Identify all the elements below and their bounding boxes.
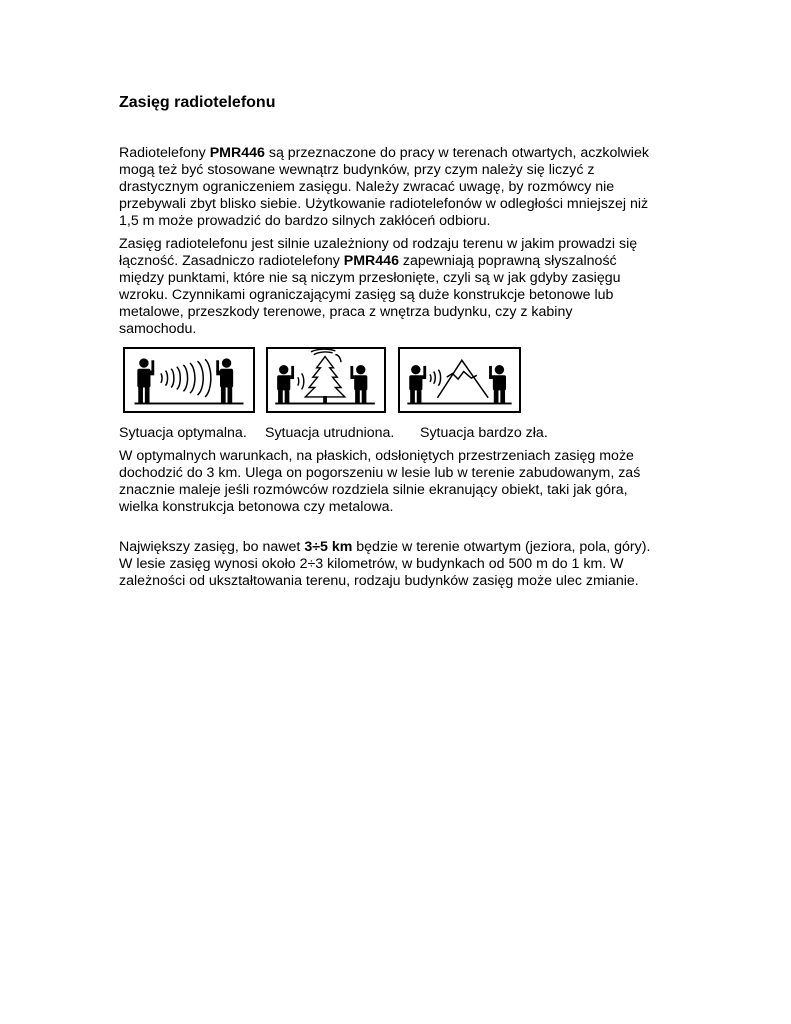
- paragraph-line: przebywali zbyt blisko siebie. Użytkowanie radiotelefonów w odległości mniejszej niż: [119, 196, 649, 212]
- paragraph-intro: [119, 145, 679, 230]
- paragraph-line: metalowe, przeszkody terenowe, praca z wnętrza budynku, czy z kabiny: [119, 304, 573, 320]
- range-value-bold: 3÷5 km: [304, 539, 353, 555]
- paragraph-line: [119, 539, 679, 556]
- two-people-tree-obstacle-icon: [268, 349, 384, 411]
- text-run: Radiotelefony: [119, 145, 210, 161]
- paragraph-line: 1,5 m może prowadzić do bardzo silnych zakłóceń odbioru.: [119, 213, 491, 229]
- model-name-bold: PMR446: [343, 253, 399, 269]
- text-run: Największy zasięg, bo nawet: [119, 539, 305, 555]
- figure-difficult: [266, 347, 386, 413]
- paragraph-line: wzroku. Czynnikami ograniczającymi zasięg są duże konstrukcje betonowe lub: [119, 287, 614, 303]
- paragraph-line: [119, 145, 679, 162]
- figure-optimal: [123, 347, 255, 413]
- paragraph-line: samochodu.: [119, 321, 197, 337]
- paragraph-line: między punktami, które nie są niczym przesłonięte, czyli są w jak gdyby zasięgu: [119, 270, 621, 286]
- paragraph-terrain: [119, 236, 679, 338]
- paragraph-line: drastycznym ograniczeniem zasięgu. Należy zwracać uwagę, by rozmówcy nie: [119, 179, 615, 195]
- two-people-mountain-obstacle-icon: [400, 349, 519, 411]
- paragraph-line: dochodzić do 3 km. Ulega on pogorszeniu w lesie lub w terenie zabudowanym, zaś: [119, 465, 641, 481]
- two-people-open-field-icon: [125, 349, 253, 411]
- paragraph-line: zależności od ukształtowania terenu, rodzaju budynków zasięg może ulec zmianie.: [119, 573, 639, 589]
- paragraph-line: Zasięg radiotelefonu jest silnie uzależniony od rodzaju terenu w jakim prowadzi się: [119, 236, 638, 252]
- text-run: będzie w terenie otwartym (jeziora, pola, góry).: [352, 539, 651, 555]
- page-title: Zasięg radiotelefonu: [119, 94, 276, 111]
- paragraph-line: W lesie zasięg wynosi około 2÷3 kilometrów, w budynkach od 500 m do 1 km. W: [119, 556, 624, 572]
- paragraph-line: [119, 253, 679, 270]
- figure-very-bad: [398, 347, 521, 413]
- paragraph-line: mogą też być stosowane wewnątrz budynków, przy czym należy się liczyć z: [119, 162, 595, 178]
- model-name-bold: PMR446: [209, 145, 265, 161]
- paragraph-line: znacznie maleje jeśli rozmówców rozdziela silnie ekranujący obiekt, taki jak góra,: [119, 482, 628, 498]
- text-run: zapewniają poprawną słyszalność: [398, 253, 617, 269]
- paragraph-line: wielka konstrukcja betonowa czy metalowa.: [119, 499, 394, 515]
- paragraph-line: W optymalnych warunkach, na płaskich, odsłoniętych przestrzeniach zasięg może: [119, 448, 634, 464]
- paragraph-conditions: [119, 448, 679, 516]
- text-run: łączność. Zasadniczo radiotelefony: [119, 253, 344, 269]
- caption-optimal: Sytuacja optymalna.: [119, 425, 247, 441]
- paragraph-max-range: [119, 539, 679, 590]
- text-run: są przeznaczone do pracy w terenach otwartych, aczkolwiek: [264, 145, 649, 161]
- caption-very-bad: Sytuacja bardzo zła.: [420, 425, 548, 441]
- caption-difficult: Sytuacja utrudniona.: [265, 425, 395, 441]
